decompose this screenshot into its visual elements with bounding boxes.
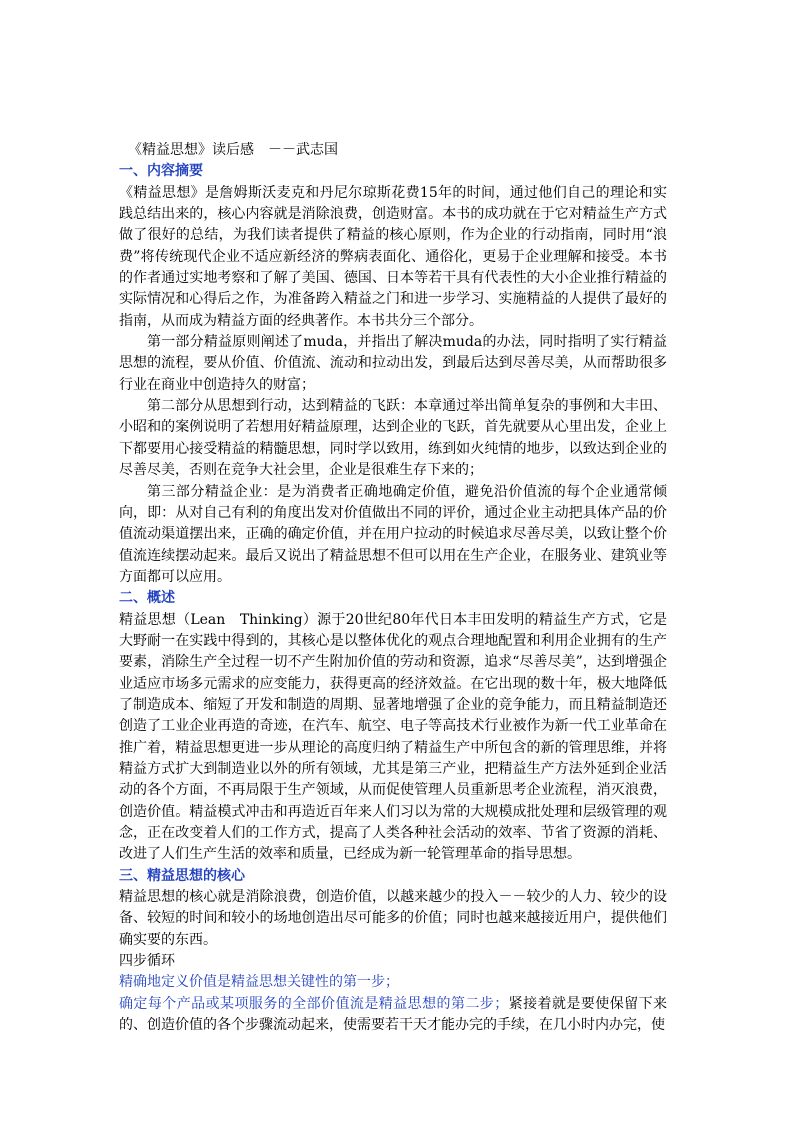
step-two-paragraph xyxy=(119,994,667,1037)
section-heading-summary: 一、内容摘要 xyxy=(119,163,203,180)
section-heading-overview: 二、概述 xyxy=(119,590,175,607)
core-paragraph: 精益思想的核心就是消除浪费，创造价值，以越来越少的投入－－较少的人力、较少的设备、较短的时间和较小的场地创造出尽可能多的价值；同时也越来越接近用户，提供他们确实要的东西。 xyxy=(119,889,667,948)
step-two-continuation: 紧接着就是要使保留下来的、创造价值的各个步骤流动起来，使需要若干天才能办完的手续，在几小时内办完，使 xyxy=(119,995,668,1034)
part-three-paragraph: 第三部分精益企业：是为消费者正确地确定价值，避免沿价值流的每个企业通常倾向，即：从对自己有利的角度出发对价值做出不同的评价，通过企业主动把具体产品的价值流动渠道摆出来，正确的确定价值，并在用户拉动的时候追求尽善尽美，以致让整个价值流连续摆动起来。最后又说出了精益思想不但可以用在生产企业，在服务业、建筑业等方面都可以应用。 xyxy=(119,483,667,585)
summary-paragraph: 《精益思想》是詹姆斯沃麦克和丹尼尔琼斯花费15年的时间，通过他们自己的理论和实践总结出来的，核心内容就是消除浪费，创造财富。本书的成功就在于它对精益生产方式做了很好的总结，为我们读者提供了精益的核心原则，作为企业的行动指南，同时用“浪费”将传统现代企业不适应新经济的弊病表面化、通俗化，更易于企业理解和接受。本书的作者通过实地考察和了解了美国、德国、日本等若干具有代表性的大小企业推行精益的实际情况和心得后之作，为准备跨入精益之门和进一步学习、实施精益的人提供了最好的指南，从而成为精益方面的经典著作。本书共分三个部分。 xyxy=(119,184,667,329)
step-two-highlight: 确定每个产品或某项服务的全部价值流是精益思想的第二步； xyxy=(119,995,509,1012)
step-one-text: 精确地定义价值是精益思想关键性的第一步； xyxy=(119,974,399,991)
document-body xyxy=(119,140,667,1036)
overview-paragraph: 精益思想（Lean Thinking）源于20世纪80年代日本丰田发明的精益生产方式，它是大野耐一在实践中得到的，其核心是以整体优化的观点合理地配置和利用企业拥有的生产要素，消除生产全过程一切不产生附加价值的劳动和资源，追求“尽善尽美”，达到增强企业适应市场多元需求的应变能力，获得更高的经济效益。在它出现的数十年，极大地降低了制造成本、缩短了开发和制造的周期、显著地增强了企业的竞争能力，而且精益制造还创造了工业企业再造的奇迹，在汽车、航空、电子等高技术行业被作为新一代工业革命在推广着，精益思想更进一步从理论的高度归纳了精益生产中所包含的新的管理思维，并将精益方式扩大到制造业以外的所有领域，尤其是第三产业，把精益生产方法外延到企业活动的各个方面，不再局限于生产领域，从而促使管理人员重新思考企业流程，消灭浪费，创造价值。精益模式冲击和再造近百年来人们习以为常的大规模成批处理和层级管理的观念，正在改变着人们的工作方式，提高了人类各种社会活动的效率、节省了资源的消耗、改进了人们生产生活的效率和质量，已经成为新一轮管理革命的指导思想。 xyxy=(119,611,667,863)
section-heading-core: 三、精益思想的核心 xyxy=(119,867,245,884)
document-title: 《精益思想》读后感 －－武志国 xyxy=(128,142,338,158)
part-two-paragraph: 第二部分从思想到行动，达到精益的飞跃：本章通过举出简单复杂的事例和大丰田、小昭和的案例说明了若想用好精益原理，达到企业的飞跃，首先就要从心里出发，企业上下都要用心接受精益的精髓思想，同时学以致用，练到如火纯情的地步，以致达到企业的尽善尽美，否则在竞争大社会里，企业是很难生存下来的； xyxy=(119,398,667,479)
four-step-cycle-label: 四步循环 xyxy=(119,953,175,970)
part-one-paragraph: 第一部分精益原则阐述了muda，并指出了解决muda的办法，同时指明了实行精益思想的流程，要从价值、价值流、流动和拉动出发，到最后达到尽善尽美，从而帮助很多行业在商业中创造持久的财富； xyxy=(119,334,667,393)
